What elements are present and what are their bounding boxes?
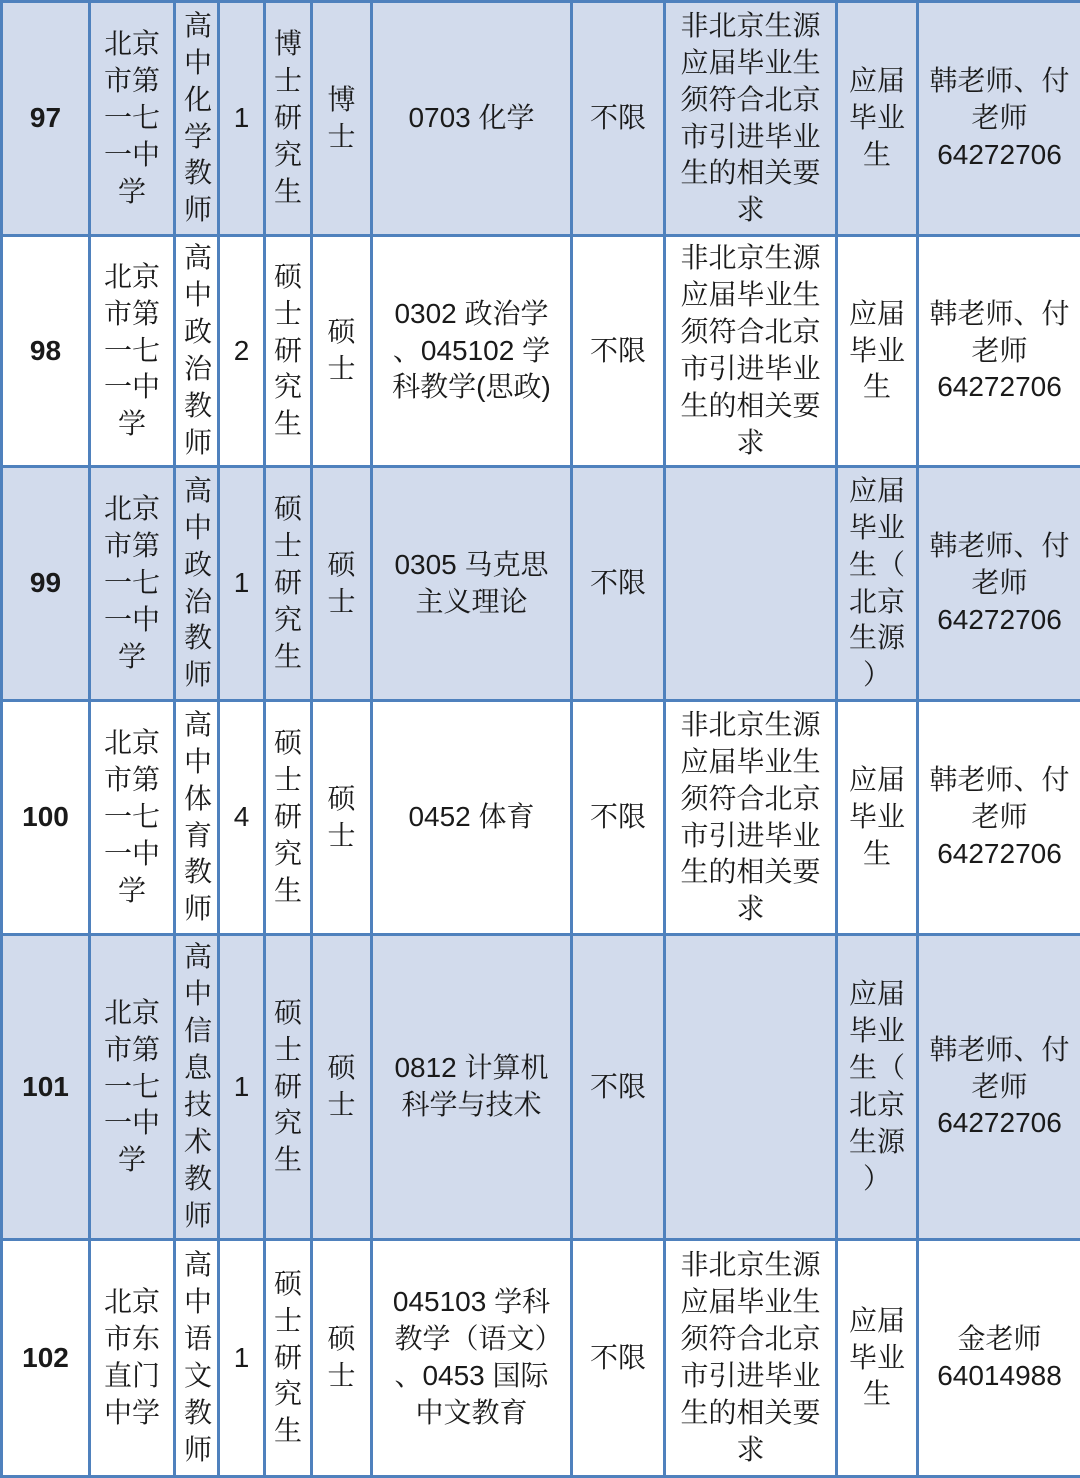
table-row xyxy=(2,2,1080,236)
cell-limit: 不限 xyxy=(572,701,665,935)
cell-limit: 不限 xyxy=(572,236,665,467)
cell-education-level: 硕士研究生 xyxy=(265,467,312,701)
cell-graduate-type: 应届毕业生（北京生源） xyxy=(837,935,918,1240)
cell-graduate-type: 应届毕业生 xyxy=(837,2,918,236)
cell-graduate-type: 应届毕业生 xyxy=(837,1240,918,1477)
cell-degree: 硕士 xyxy=(312,236,372,467)
cell-major: 0703 化学 xyxy=(372,2,572,236)
contact-phone: 64272706 xyxy=(937,138,1062,170)
table-row xyxy=(2,236,1080,467)
contact-phone: 64272706 xyxy=(937,603,1062,635)
contact-name: 韩老师、付老师 xyxy=(929,297,1070,366)
cell-row-number: 97 xyxy=(2,2,90,236)
cell-requirement: 非北京生源应届毕业生须符合北京市引进毕业生的相关要求 xyxy=(665,2,837,236)
cell-major: 0452 体育 xyxy=(372,701,572,935)
cell-school-name: 北京市第一七一中学 xyxy=(90,2,175,236)
cell-requirement: 非北京生源应届毕业生须符合北京市引进毕业生的相关要求 xyxy=(665,1240,837,1477)
contact-name: 韩老师、付老师 xyxy=(929,530,1070,599)
cell-school-name: 北京市第一七一中学 xyxy=(90,236,175,467)
cell-limit: 不限 xyxy=(572,2,665,236)
cell-position-title: 高中信息技术教师 xyxy=(175,935,219,1240)
contact-name: 金老师 xyxy=(957,1323,1042,1355)
cell-contact xyxy=(918,701,1080,935)
cell-limit: 不限 xyxy=(572,467,665,701)
cell-limit: 不限 xyxy=(572,1240,665,1477)
cell-degree: 硕士 xyxy=(312,935,372,1240)
cell-headcount: 1 xyxy=(219,935,265,1240)
cell-position-title: 高中政治教师 xyxy=(175,467,219,701)
cell-major: 0812 计算机科学与技术 xyxy=(372,935,572,1240)
cell-position-title: 高中语文教师 xyxy=(175,1240,219,1477)
cell-row-number: 100 xyxy=(2,701,90,935)
cell-headcount: 1 xyxy=(219,2,265,236)
cell-row-number: 98 xyxy=(2,236,90,467)
cell-position-title: 高中体育教师 xyxy=(175,701,219,935)
cell-graduate-type: 应届毕业生 xyxy=(837,236,918,467)
cell-contact xyxy=(918,1240,1080,1477)
cell-contact xyxy=(918,935,1080,1240)
cell-education-level: 硕士研究生 xyxy=(265,236,312,467)
table-row xyxy=(2,701,1080,935)
cell-contact xyxy=(918,467,1080,701)
cell-education-level: 博士研究生 xyxy=(265,2,312,236)
contact-name: 韩老师、付老师 xyxy=(929,1033,1070,1102)
cell-requirement: 非北京生源应届毕业生须符合北京市引进毕业生的相关要求 xyxy=(665,236,837,467)
contact-phone: 64272706 xyxy=(937,837,1062,869)
cell-degree: 硕士 xyxy=(312,1240,372,1477)
contact-name: 韩老师、付老师 xyxy=(929,764,1070,833)
cell-row-number: 101 xyxy=(2,935,90,1240)
cell-requirement xyxy=(665,467,837,701)
cell-degree: 硕士 xyxy=(312,701,372,935)
cell-education-level: 硕士研究生 xyxy=(265,701,312,935)
cell-headcount: 2 xyxy=(219,236,265,467)
cell-major: 0305 马克思主义理论 xyxy=(372,467,572,701)
cell-row-number: 99 xyxy=(2,467,90,701)
cell-contact xyxy=(918,2,1080,236)
cell-position-title: 高中化学教师 xyxy=(175,2,219,236)
contact-phone: 64014988 xyxy=(937,1360,1062,1391)
table-row xyxy=(2,935,1080,1240)
contact-name: 韩老师、付老师 xyxy=(929,65,1070,134)
cell-degree: 硕士 xyxy=(312,467,372,701)
cell-school-name: 北京市第一七一中学 xyxy=(90,701,175,935)
cell-row-number: 102 xyxy=(2,1240,90,1477)
cell-graduate-type: 应届毕业生（北京生源） xyxy=(837,467,918,701)
cell-major: 0302 政治学、045102 学科教学(思政) xyxy=(372,236,572,467)
cell-headcount: 1 xyxy=(219,467,265,701)
table-row xyxy=(2,1240,1080,1477)
cell-limit: 不限 xyxy=(572,935,665,1240)
cell-headcount: 4 xyxy=(219,701,265,935)
cell-headcount: 1 xyxy=(219,1240,265,1477)
cell-requirement xyxy=(665,935,837,1240)
cell-school-name: 北京市东直门中学 xyxy=(90,1240,175,1477)
cell-major: 045103 学科教学（语文）、0453 国际中文教育 xyxy=(372,1240,572,1477)
cell-school-name: 北京市第一七一中学 xyxy=(90,935,175,1240)
cell-position-title: 高中政治教师 xyxy=(175,236,219,467)
cell-education-level: 硕士研究生 xyxy=(265,935,312,1240)
cell-education-level: 硕士研究生 xyxy=(265,1240,312,1477)
cell-graduate-type: 应届毕业生 xyxy=(837,701,918,935)
cell-school-name: 北京市第一七一中学 xyxy=(90,467,175,701)
cell-requirement: 非北京生源应届毕业生须符合北京市引进毕业生的相关要求 xyxy=(665,701,837,935)
table-body xyxy=(2,2,1080,1477)
contact-phone: 64272706 xyxy=(937,371,1062,403)
cell-degree: 博士 xyxy=(312,2,372,236)
cell-contact xyxy=(918,236,1080,467)
table-row xyxy=(2,467,1080,701)
contact-phone: 64272706 xyxy=(937,1107,1062,1139)
